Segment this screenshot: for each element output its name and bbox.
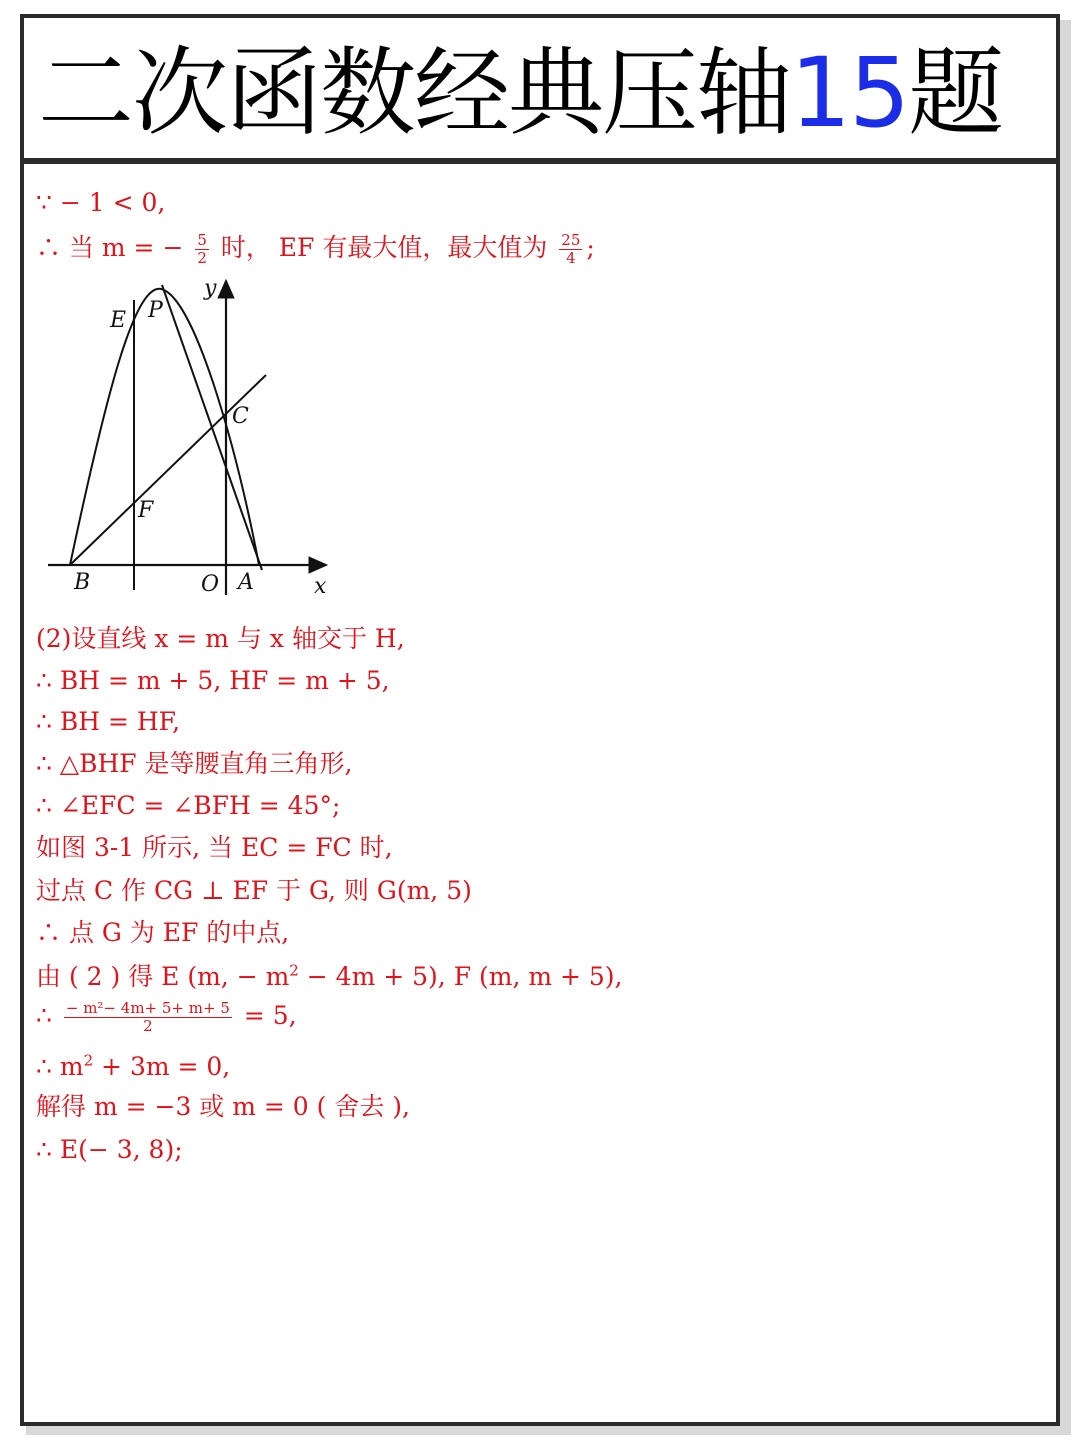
- title-end: 题: [908, 37, 1003, 149]
- fraction-denominator: 2: [143, 1017, 153, 1035]
- line-12-result: = 5,: [243, 1001, 297, 1030]
- label-e: E: [110, 308, 127, 333]
- fraction-denominator: 4: [566, 249, 576, 267]
- line-11: [36, 962, 623, 992]
- line-9: 过点 C 作 CG ⊥ EF 于 G, 则 G(m, 5): [36, 876, 472, 905]
- exponent: 2: [289, 961, 299, 980]
- fraction-denominator: 2: [197, 249, 207, 267]
- label-c: C: [232, 404, 249, 429]
- parabola-curve: [70, 289, 259, 565]
- title-main: 二次函数经典压轴: [38, 37, 790, 149]
- line-15: ∴ E(− 3, 8);: [36, 1135, 183, 1164]
- page-frame: [20, 14, 1060, 1426]
- line-7: ∴ ∠EFC = ∠BFH = 45°;: [36, 791, 341, 820]
- line-6: ∴ △BHF 是等腰直角三角形,: [36, 749, 353, 778]
- line-11-part-b: − 4m + 5), F (m, m + 5),: [298, 962, 623, 991]
- therefore-symbol: ∴: [36, 1001, 52, 1030]
- line-8: 如图 3-1 所示, 当 EC = FC 时,: [36, 833, 393, 862]
- label-b: B: [74, 570, 91, 595]
- label-a: A: [238, 570, 254, 595]
- fraction-5-2: [195, 232, 209, 267]
- fraction-equation: [64, 1000, 232, 1035]
- line-1: ∵ − 1 < 0,: [36, 188, 166, 217]
- title-number: 15: [790, 37, 909, 149]
- page-title: [38, 38, 1002, 148]
- line-12: [36, 1000, 297, 1035]
- exponent: 2: [83, 1051, 94, 1070]
- fraction-25-4: [559, 232, 582, 267]
- fraction-numerator: − m²− 4m+ 5+ m+ 5: [65, 999, 230, 1017]
- line-13-part-b: + 3m = 0,: [93, 1052, 231, 1081]
- label-o: O: [201, 572, 220, 597]
- line-14: 解得 m = −3 或 m = 0 ( 舍去 ),: [36, 1092, 410, 1121]
- line-2-part-c: ;: [586, 233, 595, 262]
- line-3: (2)设直线 x = m 与 x 轴交于 H,: [36, 624, 405, 653]
- label-p: P: [148, 298, 163, 323]
- line-10: ∴ 点 G 为 EF 的中点,: [36, 918, 290, 947]
- graph-svg: [46, 265, 346, 605]
- line-2: [36, 232, 595, 267]
- line-13-part-a: ∴ m: [36, 1052, 84, 1081]
- line-2-part-b: 时， EF 有最大值，最大值为: [220, 233, 548, 262]
- line-4: ∴ BH = m + 5, HF = m + 5,: [36, 666, 390, 695]
- label-f: F: [138, 498, 154, 523]
- title-box: [24, 18, 1056, 164]
- line-5: ∴ BH = HF,: [36, 707, 181, 736]
- line-13: [36, 1052, 230, 1082]
- fraction-numerator: 5: [197, 231, 207, 249]
- line-2-part-a: ∴ 当 m = −: [36, 233, 184, 262]
- label-x: x: [314, 574, 327, 599]
- label-y: y: [204, 276, 217, 301]
- fraction-numerator: 25: [561, 231, 581, 249]
- parabola-graph: [46, 265, 346, 605]
- line-11-part-a: 由 ( 2 ) 得 E (m, − m: [36, 962, 290, 991]
